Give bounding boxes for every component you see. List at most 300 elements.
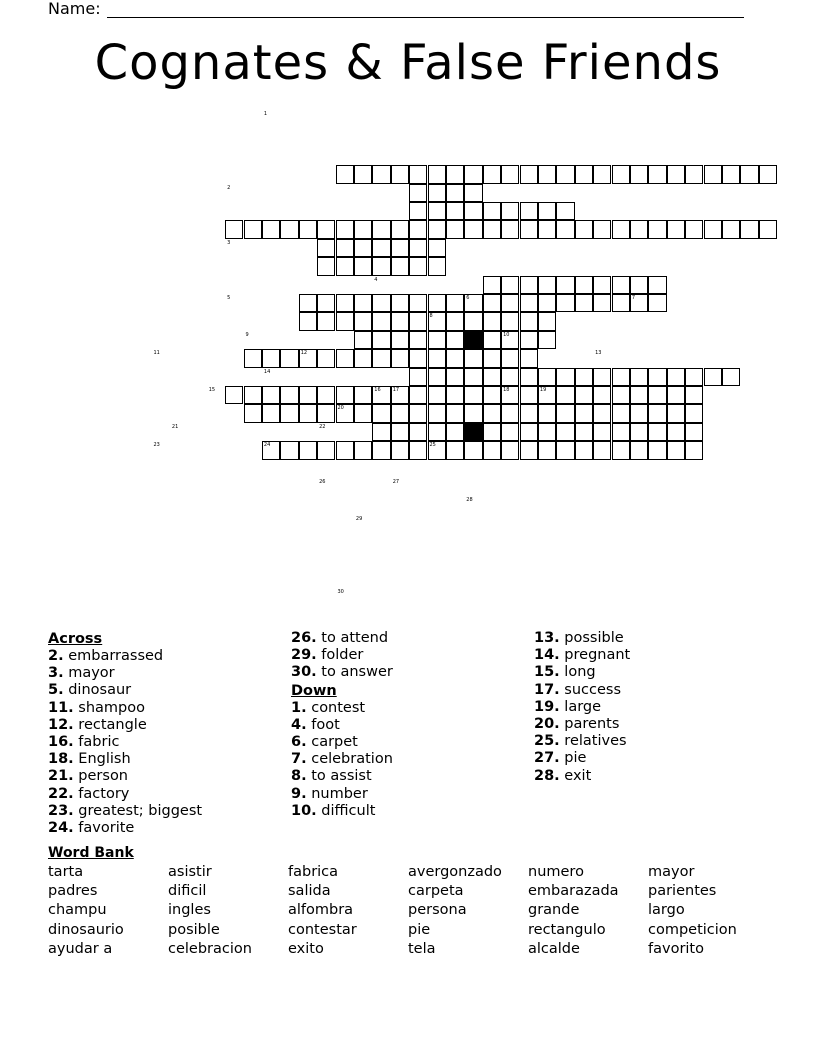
across-clue	[48, 717, 202, 734]
grid-cell[interactable]	[520, 294, 538, 312]
grid-cell[interactable]	[464, 220, 482, 238]
word-bank-item: ingles	[168, 902, 211, 919]
grid-cell[interactable]	[556, 294, 574, 312]
grid-cell[interactable]	[538, 441, 556, 459]
clue-number: 15	[208, 387, 216, 393]
grid-cell[interactable]	[704, 165, 722, 183]
clue-text: foot	[306, 716, 340, 733]
grid-cell[interactable]	[556, 441, 574, 459]
grid-cell[interactable]	[464, 349, 482, 367]
grid-cell[interactable]	[667, 441, 685, 459]
grid-cell[interactable]	[538, 368, 556, 386]
clue-number: 22	[319, 423, 326, 430]
grid-cell[interactable]	[428, 184, 446, 202]
grid-cell[interactable]	[667, 423, 685, 441]
grid-cell[interactable]	[612, 404, 630, 422]
grid-cell[interactable]	[409, 239, 427, 257]
clue-number: 1	[263, 111, 268, 117]
word-bank-item: largo	[648, 902, 685, 919]
down-clue	[291, 768, 393, 785]
grid-cell[interactable]	[428, 165, 446, 183]
across-clue	[48, 682, 202, 699]
grid-cell[interactable]	[464, 202, 482, 220]
grid-cell[interactable]	[317, 386, 335, 404]
grid-cell[interactable]	[299, 312, 317, 330]
grid-cell[interactable]	[446, 220, 464, 238]
grid-cell[interactable]	[630, 423, 648, 441]
grid-cell[interactable]	[538, 312, 556, 330]
grid-cell[interactable]	[593, 423, 611, 441]
grid-cell[interactable]	[685, 441, 703, 459]
grid-cell[interactable]	[317, 257, 335, 275]
clue-number: 20	[337, 405, 344, 412]
grid-cell[interactable]	[630, 386, 648, 404]
clue-text: shampoo	[73, 699, 145, 716]
grid-cell[interactable]	[483, 441, 501, 459]
grid-cell[interactable]	[685, 404, 703, 422]
grid-cell[interactable]	[501, 423, 519, 441]
grid-cell[interactable]	[612, 294, 630, 312]
grid-cell[interactable]	[280, 349, 298, 367]
down-clue	[534, 630, 630, 647]
grid-cell[interactable]	[354, 257, 372, 275]
grid-cell[interactable]	[409, 184, 427, 202]
grid-cell[interactable]	[391, 349, 409, 367]
grid-cell[interactable]	[630, 404, 648, 422]
grid-cell[interactable]	[428, 423, 446, 441]
grid-cell[interactable]	[648, 441, 666, 459]
grid-cell[interactable]	[336, 312, 354, 330]
grid-cell[interactable]	[575, 423, 593, 441]
clue-text: success	[559, 681, 622, 698]
grid-cell[interactable]	[538, 202, 556, 220]
clue-number: 19.	[534, 698, 560, 715]
grid-cell[interactable]	[409, 404, 427, 422]
grid-cell[interactable]	[446, 386, 464, 404]
grid-cell[interactable]	[317, 312, 335, 330]
grid-cell[interactable]	[501, 276, 519, 294]
down-clue	[534, 733, 630, 750]
grid-cell[interactable]	[483, 386, 501, 404]
grid-cell[interactable]	[667, 165, 685, 183]
clue-text: exit	[559, 767, 592, 784]
grid-cell[interactable]	[409, 423, 427, 441]
grid-cell[interactable]	[225, 386, 243, 404]
grid-cell[interactable]	[464, 368, 482, 386]
grid-cell[interactable]	[391, 220, 409, 238]
grid-cell[interactable]	[667, 220, 685, 238]
grid-cell[interactable]	[538, 294, 556, 312]
grid-cell[interactable]	[483, 294, 501, 312]
grid-cell[interactable]	[354, 312, 372, 330]
grid-cell[interactable]	[428, 239, 446, 257]
grid-cell[interactable]	[722, 368, 740, 386]
clue-number: 20.	[534, 715, 560, 732]
grid-cell[interactable]	[759, 220, 777, 238]
grid-cell[interactable]	[501, 404, 519, 422]
down-clue	[291, 700, 393, 717]
grid-cell[interactable]	[391, 165, 409, 183]
grid-cell[interactable]	[575, 368, 593, 386]
grid-cell[interactable]	[317, 239, 335, 257]
grid-cell[interactable]	[280, 441, 298, 459]
grid-cell[interactable]	[409, 257, 427, 275]
grid-cell[interactable]	[299, 441, 317, 459]
down-clue	[291, 717, 393, 734]
grid-cell[interactable]	[538, 423, 556, 441]
grid-cell[interactable]	[372, 312, 390, 330]
grid-cell[interactable]	[446, 423, 464, 441]
grid-cell[interactable]	[428, 349, 446, 367]
grid-cell[interactable]	[575, 441, 593, 459]
grid-cell[interactable]	[464, 165, 482, 183]
grid-cell[interactable]	[225, 220, 243, 238]
grid-cell[interactable]	[391, 441, 409, 459]
grid-cell[interactable]	[520, 276, 538, 294]
down-clue	[291, 803, 393, 820]
grid-cell[interactable]	[409, 312, 427, 330]
grid-cell[interactable]	[648, 165, 666, 183]
grid-cell[interactable]	[428, 404, 446, 422]
across-heading: Across	[48, 631, 103, 647]
grid-cell[interactable]	[354, 404, 372, 422]
grid-cell[interactable]	[483, 331, 501, 349]
grid-cell[interactable]	[538, 404, 556, 422]
word-bank-item: champu	[48, 902, 107, 919]
grid-cell[interactable]	[317, 404, 335, 422]
grid-cell[interactable]	[556, 276, 574, 294]
grid-cell[interactable]	[409, 386, 427, 404]
grid-cell[interactable]	[593, 220, 611, 238]
grid-cell[interactable]	[501, 294, 519, 312]
grid-cell[interactable]	[556, 368, 574, 386]
grid-cell[interactable]	[501, 368, 519, 386]
grid-cell[interactable]	[483, 312, 501, 330]
grid-cell[interactable]	[299, 220, 317, 238]
grid-cell[interactable]	[740, 165, 758, 183]
clue-number: 6.	[291, 733, 307, 750]
grid-cell[interactable]	[336, 294, 354, 312]
clue-number: 12.	[48, 716, 74, 733]
grid-cell[interactable]	[593, 276, 611, 294]
grid-cell[interactable]	[262, 349, 280, 367]
grid-cell[interactable]	[501, 441, 519, 459]
grid-cell[interactable]	[391, 294, 409, 312]
grid-cell[interactable]	[317, 220, 335, 238]
grid-cell[interactable]	[483, 202, 501, 220]
grid-cell[interactable]	[520, 386, 538, 404]
grid-cell[interactable]	[409, 331, 427, 349]
grid-cell[interactable]	[667, 386, 685, 404]
grid-cell[interactable]	[336, 220, 354, 238]
grid-cell[interactable]	[372, 257, 390, 275]
grid-cell[interactable]	[409, 349, 427, 367]
grid-cell[interactable]	[520, 165, 538, 183]
grid-cell[interactable]	[648, 276, 666, 294]
grid-cell[interactable]	[612, 368, 630, 386]
grid-cell[interactable]	[372, 423, 390, 441]
grid-cell[interactable]	[409, 368, 427, 386]
grid-cell[interactable]	[372, 165, 390, 183]
grid-cell[interactable]	[409, 294, 427, 312]
grid-cell[interactable]	[299, 386, 317, 404]
grid-cell[interactable]	[391, 331, 409, 349]
grid-cell[interactable]	[262, 220, 280, 238]
clue-number: 14.	[534, 647, 560, 664]
grid-cell[interactable]	[685, 165, 703, 183]
grid-cell[interactable]	[593, 404, 611, 422]
grid-cell[interactable]	[538, 165, 556, 183]
grid-cell[interactable]	[648, 220, 666, 238]
grid-cell[interactable]	[685, 368, 703, 386]
grid-cell[interactable]	[409, 165, 427, 183]
clue-number: 8.	[291, 768, 307, 785]
grid-cell[interactable]	[483, 368, 501, 386]
grid-cell[interactable]	[372, 349, 390, 367]
grid-cell[interactable]	[428, 220, 446, 238]
word-bank-heading: Word Bank	[48, 845, 134, 861]
grid-cell[interactable]	[317, 294, 335, 312]
grid-cell[interactable]	[464, 441, 482, 459]
across-clue	[48, 734, 202, 751]
grid-cell[interactable]	[372, 404, 390, 422]
grid-cell[interactable]	[612, 441, 630, 459]
clue-number: 18	[503, 387, 510, 393]
clue-number: 10.	[291, 802, 317, 819]
grid-cell[interactable]	[648, 386, 666, 404]
grid-cell[interactable]	[556, 165, 574, 183]
grid-cell[interactable]	[520, 423, 538, 441]
grid-cell[interactable]	[593, 441, 611, 459]
grid-cell[interactable]	[372, 294, 390, 312]
clue-number: 3	[227, 239, 231, 246]
grid-cell[interactable]	[520, 312, 538, 330]
grid-cell[interactable]	[722, 165, 740, 183]
grid-cell[interactable]	[446, 165, 464, 183]
grid-cell[interactable]	[538, 276, 556, 294]
grid-cell[interactable]	[446, 441, 464, 459]
grid-cell[interactable]	[685, 220, 703, 238]
grid-cell[interactable]	[648, 404, 666, 422]
grid-cell[interactable]	[667, 368, 685, 386]
grid-cell[interactable]	[446, 349, 464, 367]
word-bank-item: parientes	[648, 883, 717, 900]
grid-cell[interactable]	[317, 349, 335, 367]
grid-cell[interactable]	[372, 220, 390, 238]
grid-cell[interactable]	[520, 331, 538, 349]
grid-cell[interactable]	[336, 386, 354, 404]
grid-cell[interactable]	[244, 349, 262, 367]
grid-cell[interactable]	[244, 220, 262, 238]
grid-cell[interactable]	[391, 404, 409, 422]
grid-cell[interactable]	[612, 220, 630, 238]
grid-cell[interactable]	[538, 220, 556, 238]
grid-cell[interactable]	[336, 441, 354, 459]
grid-cell[interactable]	[704, 368, 722, 386]
grid-cell[interactable]	[372, 331, 390, 349]
grid-cell[interactable]	[299, 294, 317, 312]
grid-cell[interactable]	[354, 441, 372, 459]
across-clue	[48, 648, 202, 665]
grid-cell[interactable]	[372, 441, 390, 459]
grid-cell[interactable]	[483, 423, 501, 441]
grid-cell[interactable]	[501, 312, 519, 330]
grid-cell[interactable]	[501, 202, 519, 220]
grid-cell[interactable]	[704, 220, 722, 238]
grid-cell[interactable]	[630, 276, 648, 294]
grid-cell[interactable]	[501, 349, 519, 367]
grid-cell[interactable]	[630, 368, 648, 386]
grid-cell[interactable]	[280, 220, 298, 238]
clue-text: English	[73, 751, 131, 768]
grid-cell[interactable]	[262, 404, 280, 422]
grid-cell[interactable]	[391, 312, 409, 330]
grid-cell[interactable]	[575, 404, 593, 422]
grid-cell[interactable]	[391, 257, 409, 275]
grid-cell[interactable]	[464, 404, 482, 422]
grid-cell[interactable]	[612, 386, 630, 404]
clue-number: 4.	[291, 716, 307, 733]
grid-cell[interactable]	[483, 404, 501, 422]
clue-text: contest	[306, 699, 366, 716]
grid-cell[interactable]	[593, 165, 611, 183]
grid-cell[interactable]	[520, 220, 538, 238]
grid-cell[interactable]	[262, 386, 280, 404]
grid-cell[interactable]	[280, 404, 298, 422]
clue-text: to attend	[316, 630, 389, 646]
grid-cell[interactable]	[391, 239, 409, 257]
grid-cell[interactable]	[446, 312, 464, 330]
grid-cell[interactable]	[428, 368, 446, 386]
grid-cell[interactable]	[428, 331, 446, 349]
grid-cell[interactable]	[446, 331, 464, 349]
grid-cell[interactable]	[630, 165, 648, 183]
grid-cell[interactable]	[409, 202, 427, 220]
grid-cell[interactable]	[520, 368, 538, 386]
grid-cell[interactable]	[538, 331, 556, 349]
grid-cell[interactable]	[354, 294, 372, 312]
grid-cell[interactable]	[648, 368, 666, 386]
grid-cell[interactable]	[648, 423, 666, 441]
grid-cell[interactable]	[409, 441, 427, 459]
grid-cell[interactable]	[317, 441, 335, 459]
grid-cell[interactable]	[556, 220, 574, 238]
grid-cell[interactable]	[483, 165, 501, 183]
grid-cell[interactable]	[520, 404, 538, 422]
grid-cell[interactable]	[685, 386, 703, 404]
down-clue	[534, 768, 630, 785]
grid-cell[interactable]	[575, 220, 593, 238]
grid-cell[interactable]	[556, 202, 574, 220]
grid-cell[interactable]	[336, 349, 354, 367]
grid-cell[interactable]	[483, 349, 501, 367]
grid-cell[interactable]	[501, 220, 519, 238]
grid-cell[interactable]	[520, 349, 538, 367]
clue-number: 4	[374, 276, 378, 283]
grid-cell[interactable]	[556, 423, 574, 441]
grid-cell[interactable]	[428, 257, 446, 275]
clue-number: 16.	[48, 733, 74, 750]
grid-cell[interactable]	[612, 423, 630, 441]
grid-cell[interactable]	[520, 202, 538, 220]
grid-cell[interactable]	[336, 257, 354, 275]
across-clue	[48, 803, 202, 820]
clue-number: 6	[466, 295, 470, 301]
grid-cell[interactable]	[428, 202, 446, 220]
grid-cell[interactable]	[464, 184, 482, 202]
grid-cell[interactable]	[593, 368, 611, 386]
grid-cell[interactable]	[372, 239, 390, 257]
grid-cell[interactable]	[464, 386, 482, 404]
grid-cell[interactable]	[630, 220, 648, 238]
grid-cell[interactable]	[428, 294, 446, 312]
clue-number: 25.	[534, 733, 560, 750]
grid-cell[interactable]	[667, 404, 685, 422]
grid-cell[interactable]	[612, 276, 630, 294]
grid-cell[interactable]	[483, 276, 501, 294]
grid-cell[interactable]	[354, 239, 372, 257]
grid-cell[interactable]	[336, 239, 354, 257]
grid-cell[interactable]	[593, 294, 611, 312]
grid-cell[interactable]	[593, 386, 611, 404]
down-clue	[534, 682, 630, 699]
grid-cell[interactable]	[520, 441, 538, 459]
grid-cell[interactable]	[391, 423, 409, 441]
grid-cell[interactable]	[648, 294, 666, 312]
clue-number: 5.	[48, 682, 64, 699]
grid-cell[interactable]	[722, 220, 740, 238]
word-bank-item: tarta	[48, 864, 84, 880]
grid-cell[interactable]	[464, 312, 482, 330]
clue-number: 29.	[291, 647, 317, 664]
across-clue	[48, 786, 202, 803]
clue-number: 13	[595, 350, 602, 357]
grid-cell[interactable]	[630, 441, 648, 459]
grid-cell[interactable]	[428, 386, 446, 404]
grid-cell[interactable]	[740, 220, 758, 238]
grid-cell[interactable]	[612, 165, 630, 183]
grid-cell[interactable]	[280, 386, 298, 404]
grid-cell[interactable]	[483, 220, 501, 238]
grid-cell[interactable]	[575, 276, 593, 294]
grid-cell[interactable]	[575, 386, 593, 404]
grid-cell[interactable]	[336, 165, 354, 183]
grid-cell[interactable]	[556, 404, 574, 422]
grid-cell[interactable]	[759, 165, 777, 183]
grid-cell[interactable]	[446, 294, 464, 312]
grid-cell[interactable]	[501, 165, 519, 183]
grid-cell[interactable]	[244, 386, 262, 404]
grid-cell[interactable]	[446, 404, 464, 422]
grid-cell[interactable]	[299, 404, 317, 422]
grid-cell[interactable]	[354, 165, 372, 183]
grid-cell[interactable]	[354, 331, 372, 349]
grid-cell[interactable]	[354, 349, 372, 367]
grid-cell[interactable]	[446, 202, 464, 220]
grid-cell[interactable]	[575, 165, 593, 183]
grid-cell[interactable]	[244, 404, 262, 422]
word-bank-item: favorito	[648, 940, 704, 957]
grid-cell[interactable]	[446, 184, 464, 202]
grid-cell[interactable]	[409, 220, 427, 238]
grid-cell[interactable]	[354, 386, 372, 404]
grid-cell[interactable]	[556, 386, 574, 404]
grid-cell[interactable]	[685, 423, 703, 441]
grid-cell[interactable]	[575, 294, 593, 312]
across-clue	[48, 820, 202, 837]
grid-cell[interactable]	[354, 220, 372, 238]
grid-cell[interactable]	[446, 368, 464, 386]
